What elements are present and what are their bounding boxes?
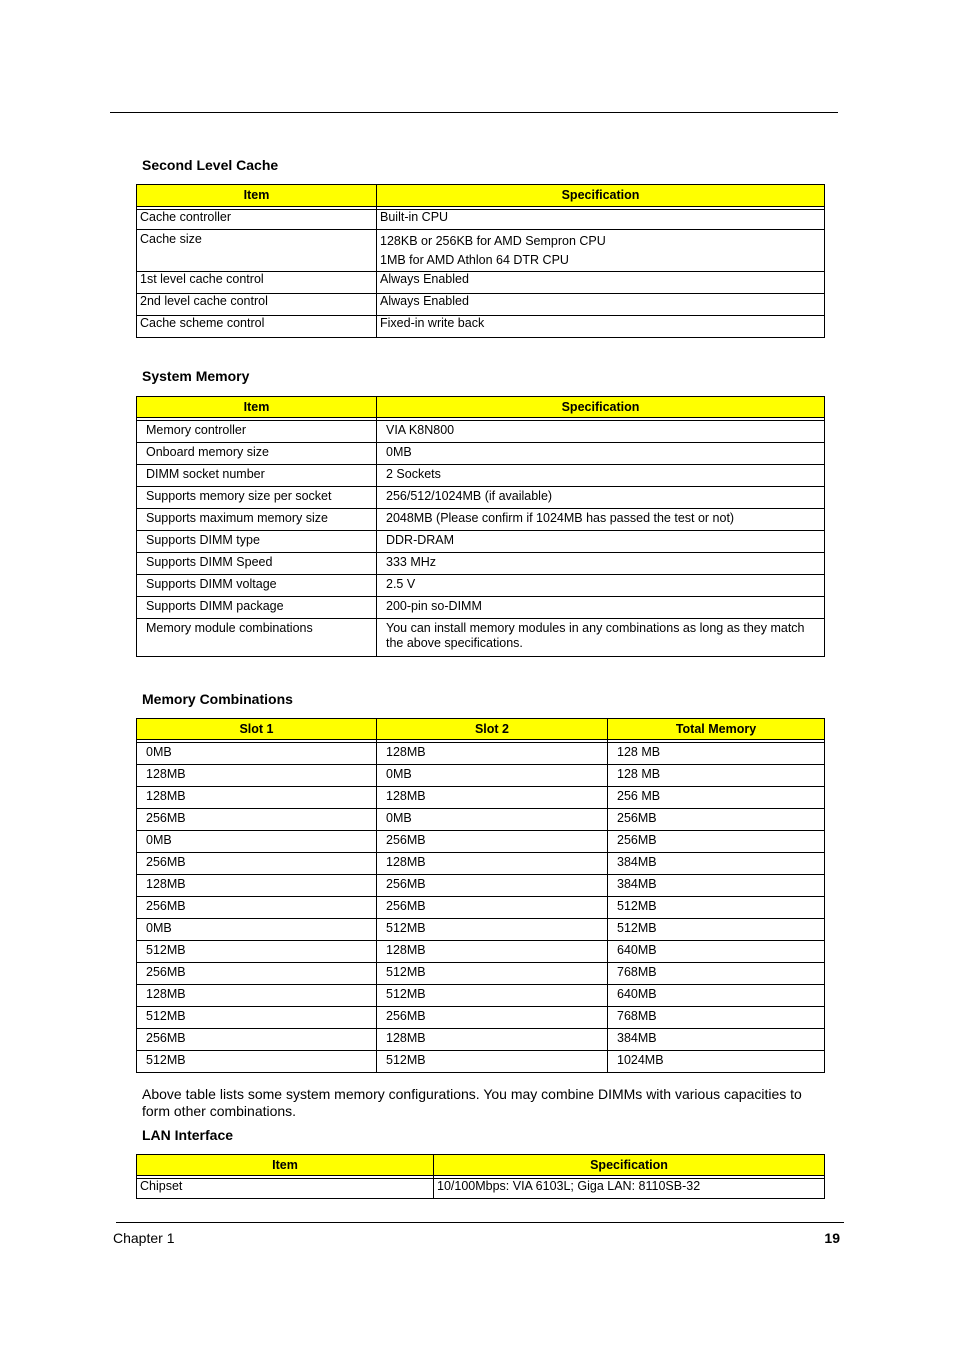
item-cell: 0MB: [137, 831, 377, 853]
table-row: [137, 1007, 825, 1029]
value-cell: 2.5 V: [377, 575, 825, 597]
table-row: [137, 210, 825, 230]
item-cell: Memory controller: [137, 421, 377, 443]
table-row: [137, 509, 825, 531]
column-header: Item: [137, 185, 377, 207]
table-row: [137, 985, 825, 1007]
value-cell: 640MB: [608, 941, 825, 963]
value-cell: 512MB: [377, 1051, 608, 1073]
section-title-lan-interface: LAN Interface: [142, 1127, 234, 1143]
item-cell: Cache scheme control: [137, 316, 377, 338]
table-row: [137, 875, 825, 897]
value-cell: 512MB: [377, 963, 608, 985]
item-cell: Onboard memory size: [137, 443, 377, 465]
memory-combinations-note: Above table lists some system memory configurations. You may combine DIMMs with various capacities to form other combinations.: [142, 1086, 802, 1119]
table-row: [137, 919, 825, 941]
table-row: [137, 553, 825, 575]
spec-cell: [377, 230, 825, 272]
item-cell: 512MB: [137, 1051, 377, 1073]
table-row: [137, 809, 825, 831]
value-cell: 512MB: [608, 919, 825, 941]
value-cell: 128MB: [377, 743, 608, 765]
value-cell: 128 MB: [608, 765, 825, 787]
table-row: [137, 853, 825, 875]
section-title-system-memory: System Memory: [142, 368, 250, 384]
value-cell: 256MB: [377, 1007, 608, 1029]
table-header-row: [137, 397, 825, 418]
column-header: Item: [137, 1155, 434, 1176]
section-title-second-level-cache: Second Level Cache: [142, 157, 279, 173]
table-row: [137, 294, 825, 316]
spec-cell: Always Enabled: [377, 294, 825, 316]
item-cell: 1st level cache control: [137, 272, 377, 294]
memory-combinations-table: [136, 718, 825, 1073]
table-row: [137, 597, 825, 619]
value-cell: VIA K8N800: [377, 421, 825, 443]
item-cell: 0MB: [137, 919, 377, 941]
table-row: [137, 787, 825, 809]
value-cell: 128MB: [377, 1029, 608, 1051]
item-cell: 256MB: [137, 809, 377, 831]
value-cell: You can install memory modules in any combinations as long as they match the above specifications.: [377, 619, 825, 657]
value-cell: 512MB: [377, 985, 608, 1007]
value-cell: 128 MB: [608, 743, 825, 765]
table-row: [137, 831, 825, 853]
table-row: [137, 272, 825, 294]
value-cell: 512MB: [377, 919, 608, 941]
value-cell: 384MB: [608, 1029, 825, 1051]
column-header: Slot 2: [377, 719, 608, 740]
value-cell: 768MB: [608, 1007, 825, 1029]
value-cell: 256 MB: [608, 787, 825, 809]
item-cell: 256MB: [137, 853, 377, 875]
item-cell: Supports DIMM Speed: [137, 553, 377, 575]
column-header: Specification: [434, 1155, 825, 1176]
table-header-row: [137, 1155, 825, 1176]
value-cell: 128MB: [377, 787, 608, 809]
item-cell: Supports maximum memory size: [137, 509, 377, 531]
value-cell: 256MB: [608, 831, 825, 853]
column-header: Total Memory: [608, 719, 825, 740]
section-title-memory-combinations: Memory Combinations: [142, 691, 293, 707]
table-row: [137, 743, 825, 765]
item-cell: 2nd level cache control: [137, 294, 377, 316]
table-row: [137, 443, 825, 465]
spec-line: 128KB or 256KB for AMD Sempron CPU: [380, 234, 606, 248]
table-row: [137, 230, 825, 272]
value-cell: 640MB: [608, 985, 825, 1007]
value-cell: 0MB: [377, 443, 825, 465]
value-cell: 768MB: [608, 963, 825, 985]
table-row: [137, 465, 825, 487]
table-row: [137, 765, 825, 787]
value-cell: 256MB: [608, 809, 825, 831]
item-cell: 128MB: [137, 787, 377, 809]
column-header: Specification: [377, 397, 825, 418]
item-cell: Memory module combinations: [137, 619, 377, 657]
page-number: 19: [824, 1230, 840, 1246]
item-cell: Supports memory size per socket: [137, 487, 377, 509]
system-memory-table: [136, 396, 825, 657]
item-cell: 256MB: [137, 963, 377, 985]
value-cell: 333 MHz: [377, 553, 825, 575]
value-cell: 384MB: [608, 853, 825, 875]
item-cell: 128MB: [137, 765, 377, 787]
item-cell: Cache controller: [137, 210, 377, 230]
table-row: [137, 619, 825, 657]
table-row: [137, 1051, 825, 1073]
item-cell: 256MB: [137, 1029, 377, 1051]
spec-line: 1MB for AMD Athlon 64 DTR CPU: [380, 253, 569, 267]
value-cell: 0MB: [377, 765, 608, 787]
value-cell: 200-pin so-DIMM: [377, 597, 825, 619]
item-cell: 512MB: [137, 1007, 377, 1029]
item-cell: Supports DIMM package: [137, 597, 377, 619]
value-cell: 256MB: [377, 875, 608, 897]
value-cell: 256MB: [377, 831, 608, 853]
value-cell: 128MB: [377, 853, 608, 875]
table-row: [137, 531, 825, 553]
table-row: [137, 487, 825, 509]
item-cell: 512MB: [137, 941, 377, 963]
table-row: [137, 421, 825, 443]
item-cell: 0MB: [137, 743, 377, 765]
value-cell: 256MB: [377, 897, 608, 919]
value-cell: 384MB: [608, 875, 825, 897]
column-header: Specification: [377, 185, 825, 207]
spec-cell: Always Enabled: [377, 272, 825, 294]
item-cell: Supports DIMM voltage: [137, 575, 377, 597]
spec-cell: Built-in CPU: [377, 210, 825, 230]
item-cell: Supports DIMM type: [137, 531, 377, 553]
value-cell: DDR-DRAM: [377, 531, 825, 553]
table-header-row: [137, 185, 825, 207]
value-cell: 512MB: [608, 897, 825, 919]
item-cell: Chipset: [137, 1179, 434, 1199]
item-cell: DIMM socket number: [137, 465, 377, 487]
item-cell: Cache size: [137, 230, 377, 272]
table-row: [137, 897, 825, 919]
table-header-row: [137, 719, 825, 740]
footer-rule: [116, 1222, 844, 1223]
second-level-cache-table: [136, 184, 825, 338]
table-row: [137, 1029, 825, 1051]
spec-cell: Fixed-in write back: [377, 316, 825, 338]
top-rule: [110, 112, 838, 113]
column-header: Slot 1: [137, 719, 377, 740]
table-row: [137, 575, 825, 597]
spec-cell: 10/100Mbps: VIA 6103L; Giga LAN: 8110SB-32: [434, 1179, 825, 1199]
lan-interface-table: [136, 1154, 825, 1199]
table-row: [137, 941, 825, 963]
table-row: [137, 1179, 825, 1199]
item-cell: 128MB: [137, 875, 377, 897]
value-cell: 2 Sockets: [377, 465, 825, 487]
value-cell: 1024MB: [608, 1051, 825, 1073]
value-cell: 2048MB (Please confirm if 1024MB has passed the test or not): [377, 509, 825, 531]
value-cell: 128MB: [377, 941, 608, 963]
item-cell: 256MB: [137, 897, 377, 919]
table-row: [137, 963, 825, 985]
item-cell: 128MB: [137, 985, 377, 1007]
value-cell: 0MB: [377, 809, 608, 831]
value-cell: 256/512/1024MB (if available): [377, 487, 825, 509]
column-header: Item: [137, 397, 377, 418]
table-row: [137, 316, 825, 338]
footer-chapter: Chapter 1: [113, 1230, 175, 1246]
